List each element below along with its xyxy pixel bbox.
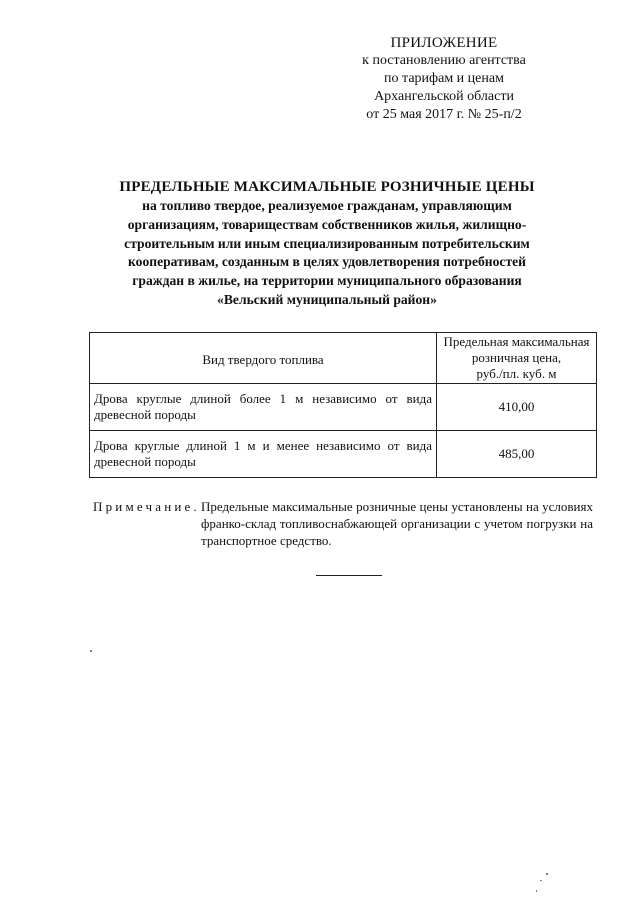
title-line: «Вельский муниципальный район» (217, 291, 437, 307)
appendix-block (334, 34, 554, 124)
fuel-name-cell: Дрова круглые длиной более 1 м независимо от вида древесной породы (90, 384, 437, 431)
scan-speck (546, 873, 548, 875)
appendix-line: к постановлению агентства (362, 53, 526, 68)
fuel-name-cell: Дрова круглые длиной 1 м и менее независимо от вида древесной породы (90, 431, 437, 478)
table-header-row (90, 333, 597, 384)
note-block (93, 498, 593, 549)
closing-divider (316, 575, 382, 576)
table-row (90, 431, 597, 478)
header-price-line: Предельная максимальная (443, 334, 590, 349)
header-price-line: розничная цена, (471, 350, 562, 365)
scan-speck (540, 880, 542, 881)
title-line: организациям, товариществам собственников жилья, жилищно- (127, 216, 527, 232)
title-line: на топливо твердое, реализуемое гражданам, управляющим (142, 198, 512, 213)
price-cell: 410,00 (437, 384, 597, 431)
header-price-line: руб./пл. куб. м (476, 366, 557, 381)
appendix-line: по тарифам и ценам (384, 71, 504, 86)
price-table (89, 332, 597, 478)
appendix-line: Архангельской области (374, 89, 514, 104)
note-label: Примечание. (93, 499, 200, 514)
appendix-heading: ПРИЛОЖЕНИЕ (390, 35, 498, 51)
table-row (90, 384, 597, 431)
scan-speck (536, 890, 537, 892)
note-text: Предельные максимальные розничные цены установлены на условиях франко-склад топливоснабжающей организации с учетом погрузки на транспортное средство. (201, 499, 593, 548)
price-cell: 485,00 (437, 431, 597, 478)
title-line: строительным или иным специализированным потребительским (124, 235, 530, 251)
document-title (80, 178, 574, 310)
title-line: кооперативам, созданным в целях удовлетворения потребностей (128, 254, 526, 270)
scan-speck (90, 650, 92, 652)
header-price (437, 333, 597, 384)
appendix-date-number: от 25 мая 2017 г. № 25-п/2 (366, 107, 522, 122)
header-fuel-type: Вид твердого топлива (90, 333, 437, 384)
title-main: ПРЕДЕЛЬНЫЕ МАКСИМАЛЬНЫЕ РОЗНИЧНЫЕ ЦЕНЫ (119, 179, 535, 195)
title-line: граждан в жилье, на территории муниципального образования (132, 273, 522, 289)
